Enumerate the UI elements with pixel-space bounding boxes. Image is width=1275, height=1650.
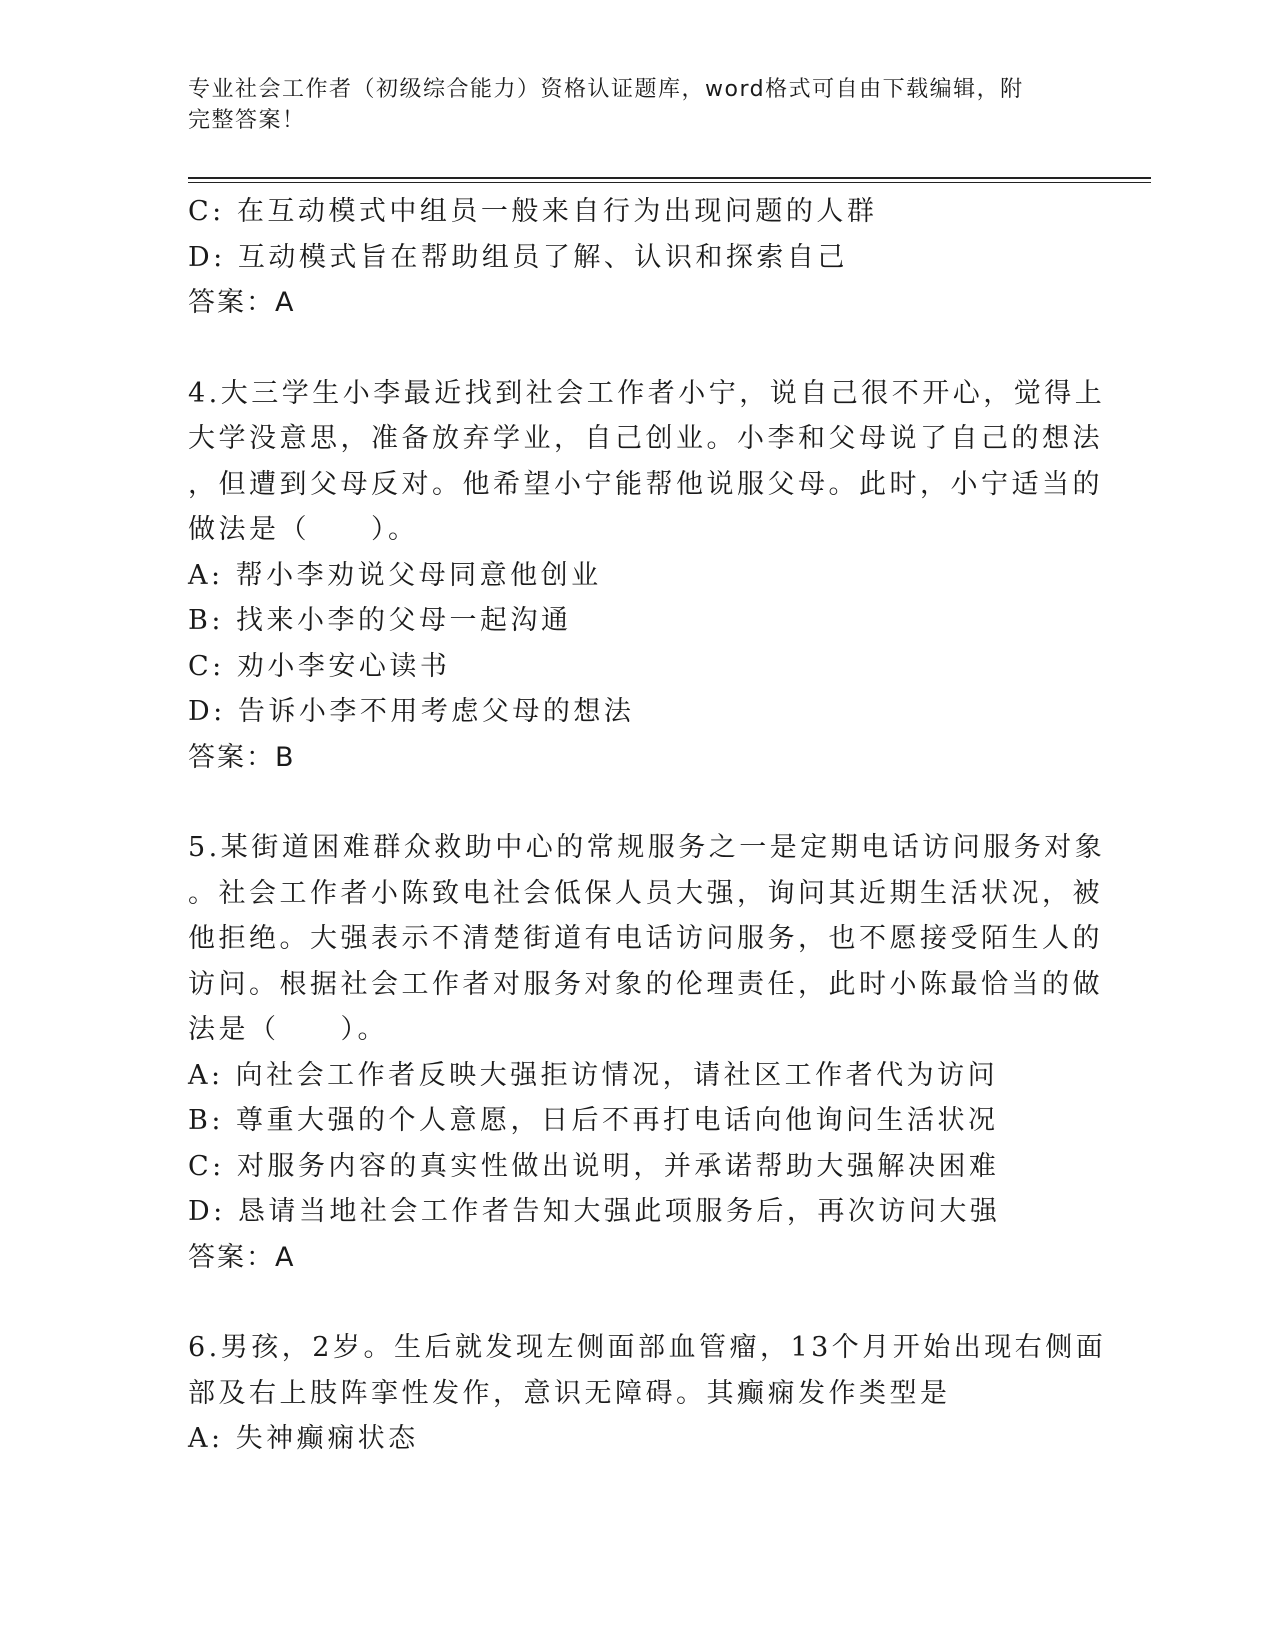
question-4 — [188, 371, 1106, 781]
question-stem-line: 法是（ ）。 — [188, 1014, 388, 1045]
option-a: A: 帮小李劝说父母同意他创业 — [188, 559, 602, 591]
option-b: B: 尊重大强的个人意愿，日后不再打电话向他询问生活状况 — [188, 1105, 999, 1136]
option-a: A: 失神癫痫状态 — [188, 1423, 419, 1454]
option-d: D: 告诉小李不用考虑父母的想法 — [188, 696, 635, 727]
question-stem-line: ，但遭到父母反对。他希望小宁能帮他说服父母。此时，小宁适当的 — [188, 468, 1103, 500]
header-rule — [188, 177, 1151, 179]
option-d: D: 恳请当地社会工作者告知大强此项服务后，再次访问大强 — [188, 1196, 1001, 1227]
header-line: 专业社会工作者（初级综合能力）资格认证题库，word格式可自由下载编辑，附 — [188, 77, 1024, 102]
question-6 — [188, 1325, 1107, 1462]
header-line: 完整答案！ — [188, 108, 306, 133]
question-stem-line: 6.男孩，2岁。生后就发现左侧面部血管瘤，13个月开始出现右侧面 — [188, 1332, 1107, 1363]
option-c: C: 在互动模式中组员一般来自行为出现问题的人群 — [188, 196, 878, 227]
answer: 答案：A — [188, 1241, 296, 1273]
question-stem-line: 5.某街道困难群众救助中心的常规服务之一是定期电话访问服务对象 — [188, 832, 1106, 863]
option-a: A: 向社会工作者反映大强拒访情况，请社区工作者代为访问 — [188, 1059, 999, 1091]
header-rule-thin — [188, 182, 1151, 183]
question-stem-line: 他拒绝。大强表示不清楚街道有电话访问服务，也不愿接受陌生人的 — [188, 923, 1103, 954]
question-stem-line: 做法是（ ）。 — [188, 514, 419, 545]
option-b: B: 找来小李的父母一起沟通 — [188, 605, 572, 636]
question-stem-line: 。社会工作者小陈致电社会低保人员大强，询问其近期生活状况，被 — [188, 877, 1103, 909]
question-stem-line: 大学没意思，准备放弃学业，自己创业。小李和父母说了自己的想法 — [188, 423, 1103, 454]
option-d: D: 互动模式旨在帮助组员了解、认识和探索自己 — [188, 241, 848, 273]
question-stem-line: 部及右上肢阵挛性发作，意识无障碍。其癫痫发作类型是 — [188, 1377, 951, 1409]
question-stem-line: 访问。根据社会工作者对服务对象的伦理责任，此时小陈最恰当的做 — [188, 968, 1103, 1000]
page-header — [188, 74, 1068, 136]
answer: 答案：A — [188, 287, 296, 318]
option-c: C: 劝小李安心读书 — [188, 650, 451, 682]
question-content — [188, 189, 1107, 1462]
answer: 答案：B — [188, 741, 296, 773]
question-3 — [188, 189, 1068, 326]
question-5 — [188, 825, 1106, 1280]
question-stem-line: 4.大三学生小李最近找到社会工作者小宁，说自己很不开心，觉得上 — [188, 377, 1106, 409]
option-c: C: 对服务内容的真实性做出说明，并承诺帮助大强解决困难 — [188, 1150, 1000, 1182]
